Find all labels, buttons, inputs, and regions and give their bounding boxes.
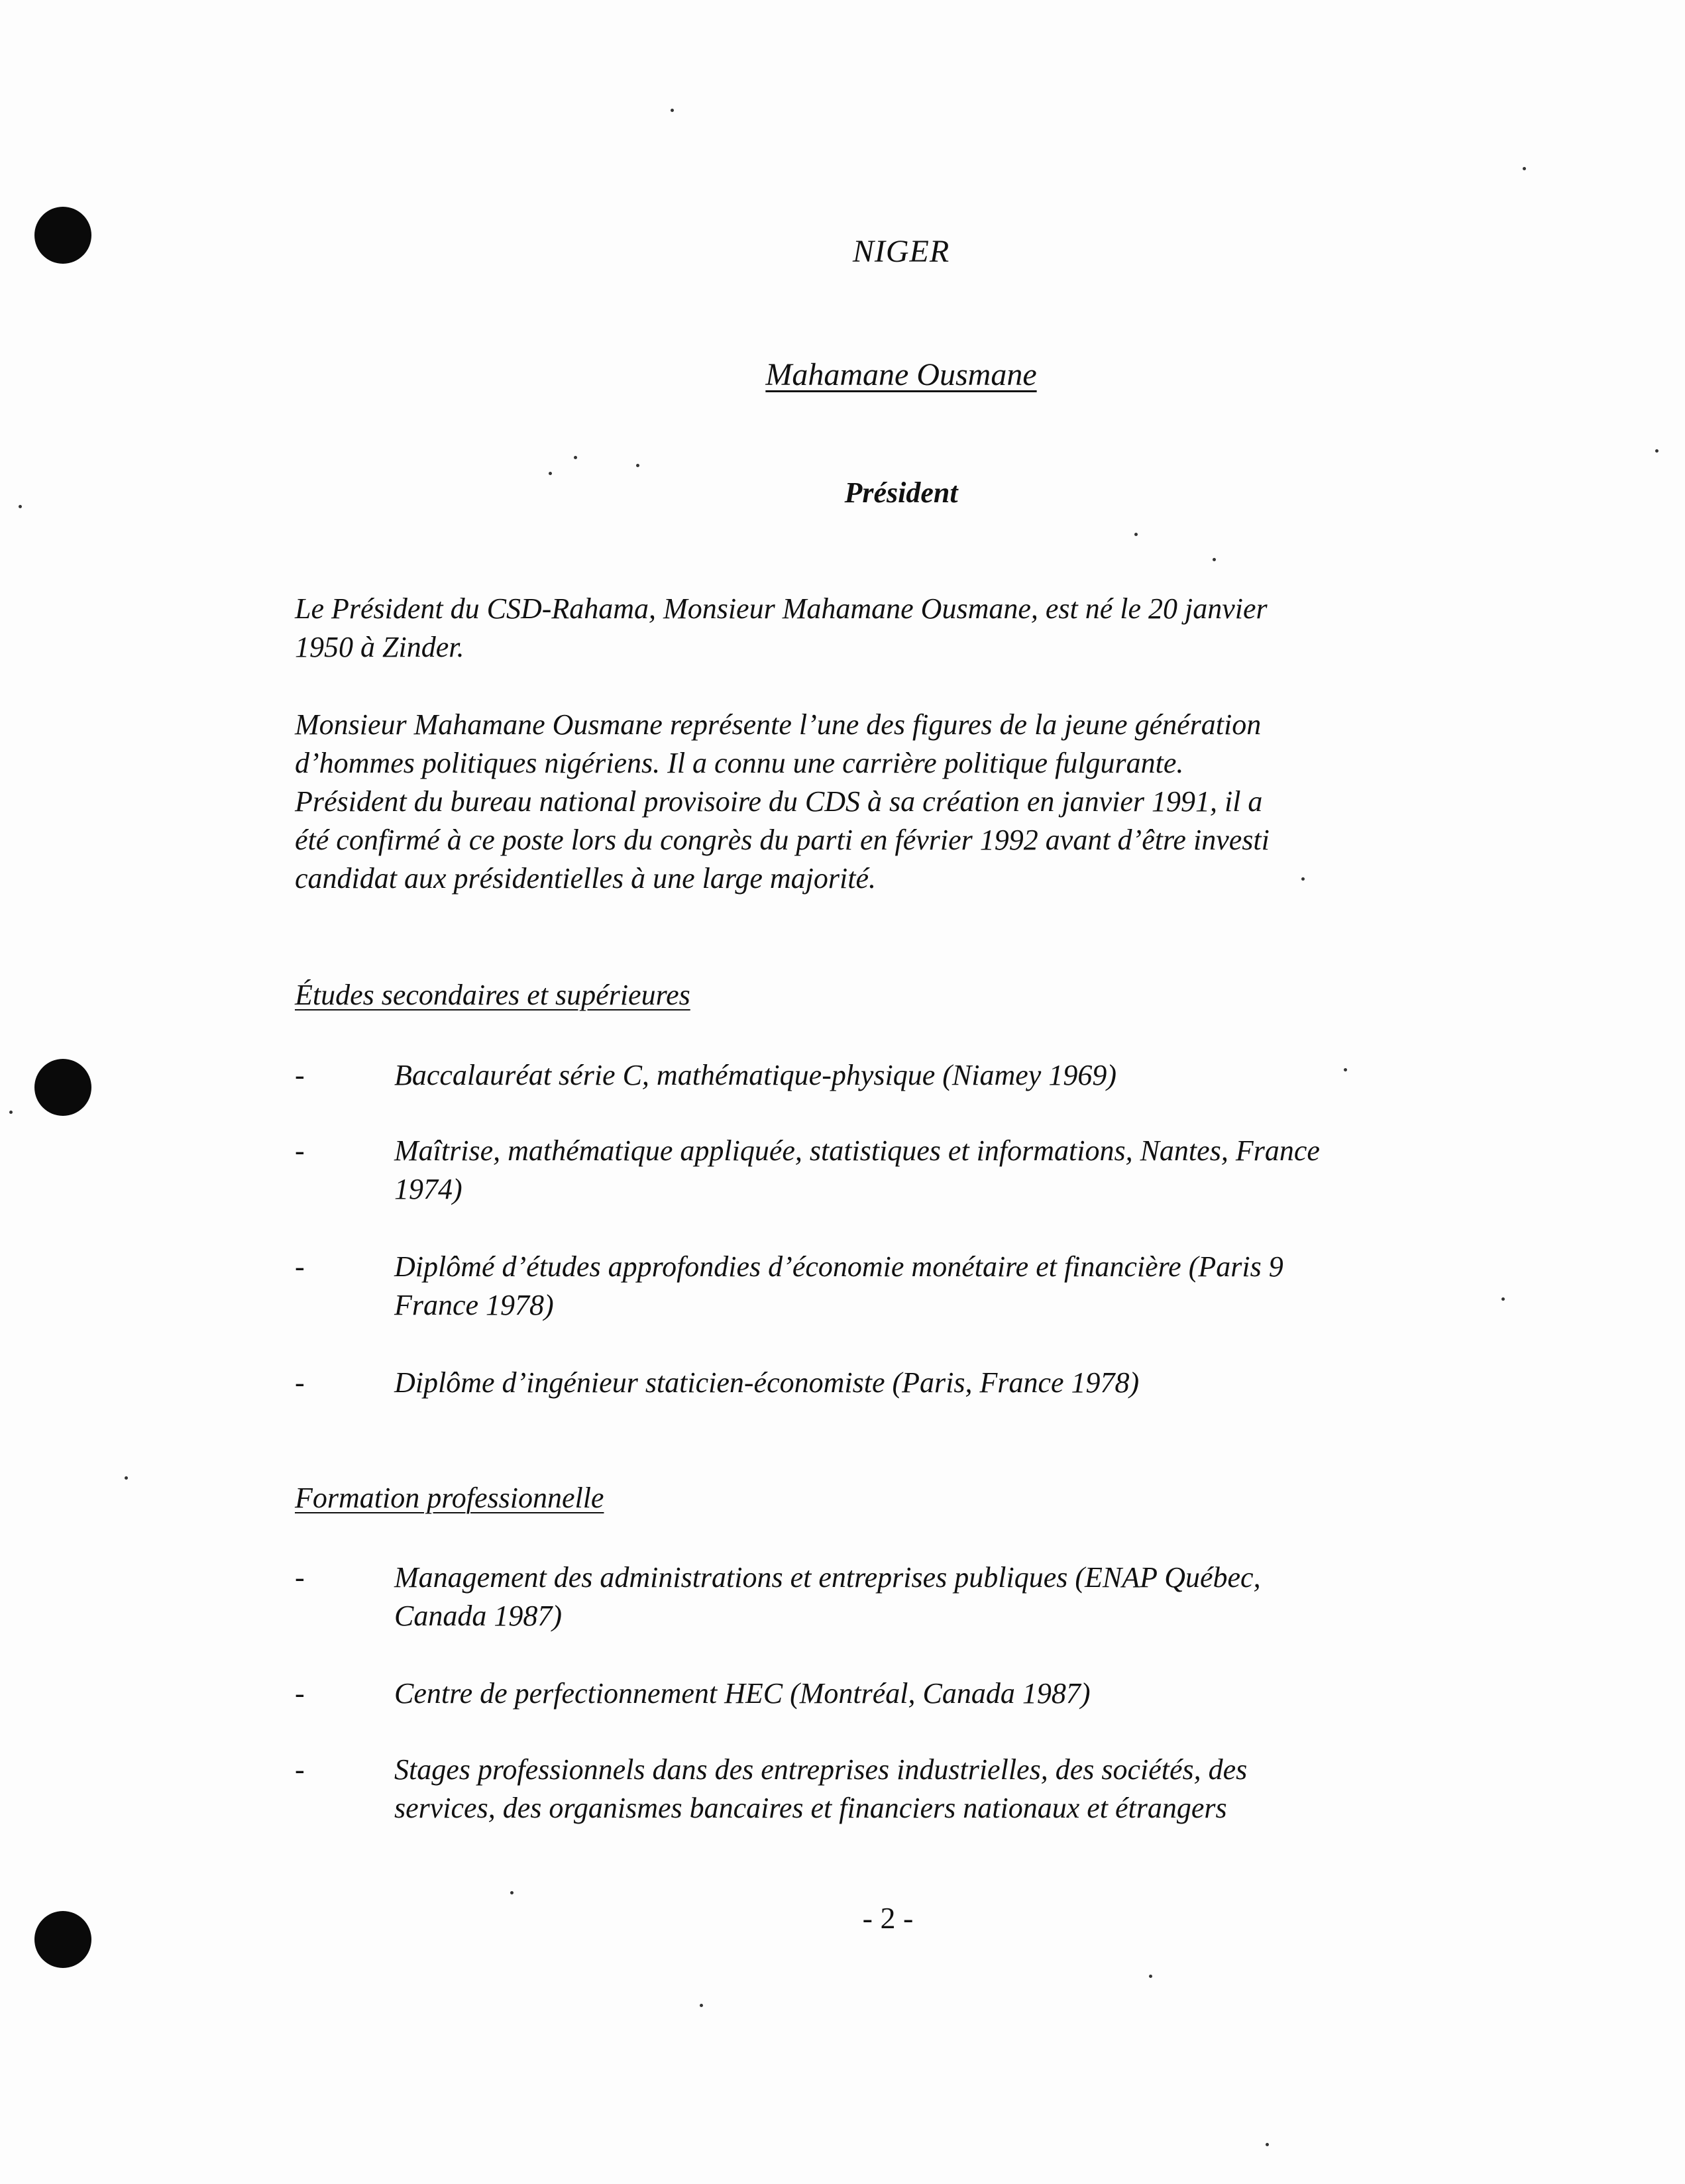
list-item-line: Maîtrise, mathématique appliquée, statistiques et informations, Nantes, France (394, 1134, 1320, 1167)
scan-speck (671, 109, 674, 112)
section-title-training: Formation professionnelle (295, 1482, 604, 1514)
list-bullet-dash: - (295, 1677, 305, 1710)
text-line: d’hommes politiques nigériens. Il a connu une carrière politique fulgurante. (295, 747, 1184, 779)
list-item-line: Diplôme d’ingénieur staticien-économiste (Paris, France 1978) (394, 1366, 1140, 1399)
person-name (663, 356, 1140, 393)
list-item-line: services, des organismes bancaires et financiers nationaux et étrangers (394, 1792, 1227, 1824)
list-bullet-dash: - (295, 1561, 305, 1594)
text-line: candidat aux présidentielles à une large majorité. (295, 862, 876, 895)
country-heading: NIGER (852, 234, 950, 269)
scan-speck (510, 1891, 514, 1894)
scan-speck (125, 1476, 128, 1480)
scan-speck (636, 464, 639, 467)
punch-hole (34, 207, 91, 264)
scan-speck (1523, 167, 1526, 170)
list-item-line: Diplômé d’études approfondies d’économie monétaire et financière (Paris 9 (394, 1250, 1283, 1283)
scan-speck (1501, 1297, 1505, 1301)
punch-hole (34, 1911, 91, 1968)
list-item-line: Centre de perfectionnement HEC (Montréal, Canada 1987) (394, 1677, 1091, 1710)
list-item-line: France 1978) (394, 1289, 554, 1321)
list-bullet-dash: - (295, 1753, 305, 1786)
scan-speck (19, 505, 22, 508)
role-title: Président (844, 476, 958, 509)
text-line: Président du bureau national provisoire du CDS à sa création en janvier 1991, il a (295, 785, 1263, 818)
scan-speck (1655, 449, 1658, 453)
scan-speck (1213, 558, 1216, 561)
scan-speck (1134, 533, 1138, 536)
intro-paragraph-career (295, 706, 1468, 898)
scan-speck (1149, 1975, 1152, 1978)
list-bullet-dash: - (295, 1250, 305, 1283)
scan-speck (1266, 2143, 1269, 2146)
scan-speck (574, 456, 577, 459)
list-bullet-dash: - (295, 1134, 305, 1167)
list-bullet-dash: - (295, 1059, 305, 1091)
list-item-line: Baccalauréat série C, mathématique-physique (Niamey 1969) (394, 1059, 1116, 1091)
scan-speck (700, 2004, 703, 2007)
intro-paragraph-birth (295, 590, 1468, 667)
list-bullet-dash: - (295, 1366, 305, 1399)
scan-speck (549, 472, 552, 475)
text-line: Monsieur Mahamane Ousmane représente l’une des figures de la jeune génération (295, 708, 1262, 741)
punch-hole (34, 1059, 91, 1116)
list-item-line: Management des administrations et entreprises publiques (ENAP Québec, (394, 1561, 1261, 1594)
list-item-line: Stages professionnels dans des entreprises industrielles, des sociétés, des (394, 1753, 1248, 1786)
text-line: Le Président du CSD-Rahama, Monsieur Mahamane Ousmane, est né le 20 janvier (295, 592, 1268, 625)
person-name-text: Mahamane Ousmane (765, 357, 1037, 392)
section-title-education: Études secondaires et supérieures (295, 979, 690, 1011)
scan-speck (9, 1111, 13, 1114)
list-item-line: 1974) (394, 1173, 462, 1205)
text-line: 1950 à Zinder. (295, 631, 464, 663)
text-line: été confirmé à ce poste lors du congrès du parti en février 1992 avant d’être investi (295, 824, 1270, 856)
page-number: - 2 - (862, 1901, 914, 1935)
list-item-line: Canada 1987) (394, 1600, 562, 1632)
